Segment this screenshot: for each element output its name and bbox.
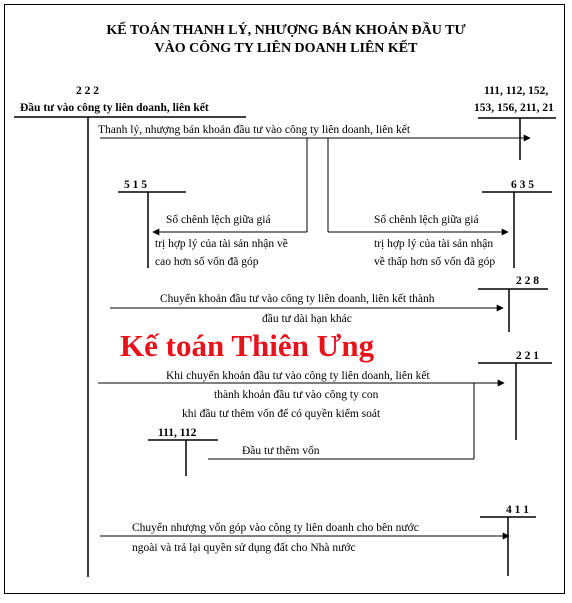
- label-diff-lower-2: trị hợp lý của tài sản nhận: [374, 238, 494, 250]
- account-635-code: 6 3 5: [511, 179, 534, 191]
- label-to-411-2: ngoài và trả lại quyền sử dụng đất cho Nhà nước: [132, 542, 356, 554]
- account-111-line2: 153, 156, 211, 21: [474, 102, 554, 114]
- label-to-228-2: đầu tư dài hạn khác: [262, 313, 352, 325]
- label-diff-higher-1: Số chênh lệch giữa giá: [166, 214, 271, 226]
- label-diff-higher-2: trị hợp lý của tài sản nhận về: [155, 238, 288, 250]
- label-diff-higher-3: cao hơn số vốn đã góp: [155, 256, 259, 268]
- label-to-228-1: Chuyển khoản đầu tư vào công ty liên doanh, liên kết thành: [160, 293, 435, 305]
- account-222-code: 2 2 2: [76, 85, 99, 97]
- label-diff-lower-3: về thấp hơn số vốn đã góp: [374, 256, 496, 268]
- account-228-code: 2 2 8: [516, 275, 539, 287]
- account-515-code: 5 1 5: [124, 179, 147, 191]
- label-to-221-3: khi đầu tư thêm vốn để có quyền kiểm soát: [182, 408, 381, 420]
- label-more-capital: Đầu tư thêm vốn: [242, 445, 320, 457]
- account-222-name: Đầu tư vào công ty liên doanh, liên kết: [20, 102, 209, 114]
- label-to-411-1: Chuyển nhượng vốn góp vào công ty liên doanh cho bên nước: [132, 522, 419, 534]
- account-111-112-code: 111, 112: [158, 427, 197, 439]
- label-to-221-1: Khi chuyển khoản đầu tư vào công ty liên doanh, liên kết: [166, 370, 430, 382]
- watermark-text: Kế toán Thiên Ưng: [120, 328, 375, 363]
- label-liquidation: Thanh lý, nhượng bán khoản đầu tư vào công ty liên doanh, liên kết: [98, 124, 411, 136]
- diagram-title-line1: KẾ TOÁN THANH LÝ, NHƯỢNG BÁN KHOẢN ĐẦU TƯ: [106, 23, 466, 38]
- account-221-code: 2 2 1: [516, 350, 539, 362]
- label-to-221-2: thành khoản đầu tư vào công ty con: [214, 389, 379, 401]
- diagram-title-line2: VÀO CÔNG TY LIÊN DOANH LIÊN KẾT: [154, 41, 418, 56]
- label-diff-lower-1: Số chênh lệch giữa giá: [374, 214, 479, 226]
- account-411-code: 4 1 1: [506, 504, 529, 516]
- account-111-line1: 111, 112, 152,: [484, 85, 549, 97]
